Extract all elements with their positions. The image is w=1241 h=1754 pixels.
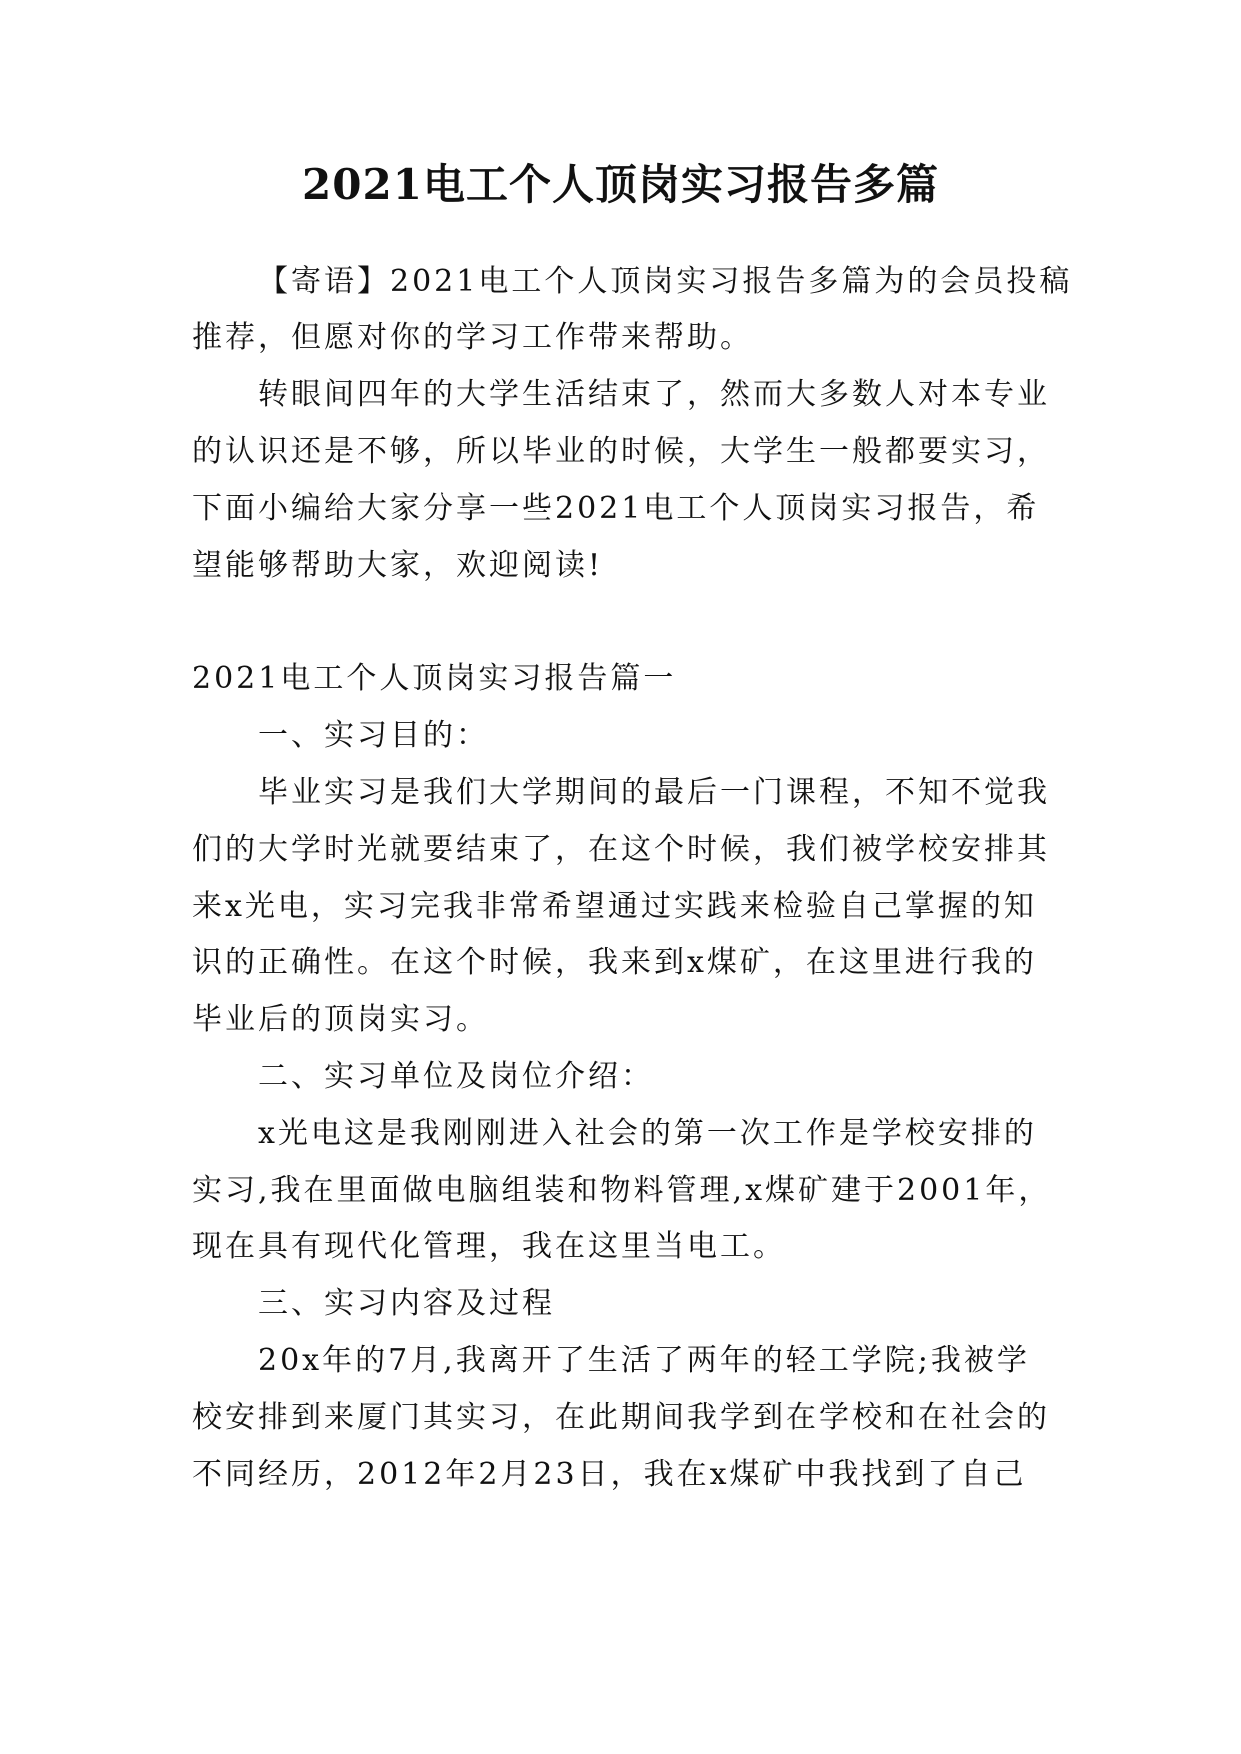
text-line: 的认识还是不够，所以毕业的时候，大学生一般都要实习， bbox=[192, 434, 1050, 469]
text-line: 来x光电，实习完我非常希望通过实践来检验自己掌握的知 bbox=[192, 889, 1037, 924]
text-line: 20x年的7月,我离开了生活了两年的轻工学院;我被学 bbox=[258, 1343, 1030, 1378]
text-line: 推荐，但愿对你的学习工作带来帮助。 bbox=[192, 320, 753, 355]
text-line: 们的大学时光就要结束了，在这个时候，我们被学校安排其 bbox=[192, 832, 1050, 867]
text-line: 实习,我在里面做电脑组装和物料管理,x煤矿建于2001年， bbox=[192, 1173, 1052, 1208]
text-line: 现在具有现代化管理，我在这里当电工。 bbox=[192, 1229, 786, 1264]
section-heading: 2021电工个人顶岗实习报告篇一 bbox=[192, 661, 677, 696]
text-line: 三、实习内容及过程 bbox=[258, 1286, 555, 1321]
text-line: 校安排到来厦门其实习，在此期间我学到在学校和在社会的 bbox=[192, 1400, 1050, 1435]
text-line: 一、实习目的： bbox=[258, 718, 489, 753]
text-line: 识的正确性。在这个时候，我来到x煤矿，在这里进行我的 bbox=[192, 945, 1037, 980]
text-line: 下面小编给大家分享一些2021电工个人顶岗实习报告，希 bbox=[192, 491, 1040, 526]
text-line: 毕业实习是我们大学期间的最后一门课程，不知不觉我 bbox=[258, 775, 1050, 810]
text-line: 【寄语】2021电工个人顶岗实习报告多篇为的会员投稿 bbox=[258, 264, 1073, 299]
text-line: 不同经历，2012年2月23日，我在x煤矿中我找到了自己 bbox=[192, 1457, 1027, 1492]
text-line: 望能够帮助大家，欢迎阅读! bbox=[192, 548, 604, 583]
text-line: 二、实习单位及岗位介绍： bbox=[258, 1059, 654, 1094]
text-line: x光电这是我刚刚进入社会的第一次工作是学校安排的 bbox=[258, 1116, 1037, 1151]
text-line: 转眼间四年的大学生活结束了，然而大多数人对本专业 bbox=[258, 377, 1050, 412]
document-title: 2021电工个人顶岗实习报告多篇 bbox=[302, 160, 939, 209]
text-line: 毕业后的顶岗实习。 bbox=[192, 1002, 489, 1037]
